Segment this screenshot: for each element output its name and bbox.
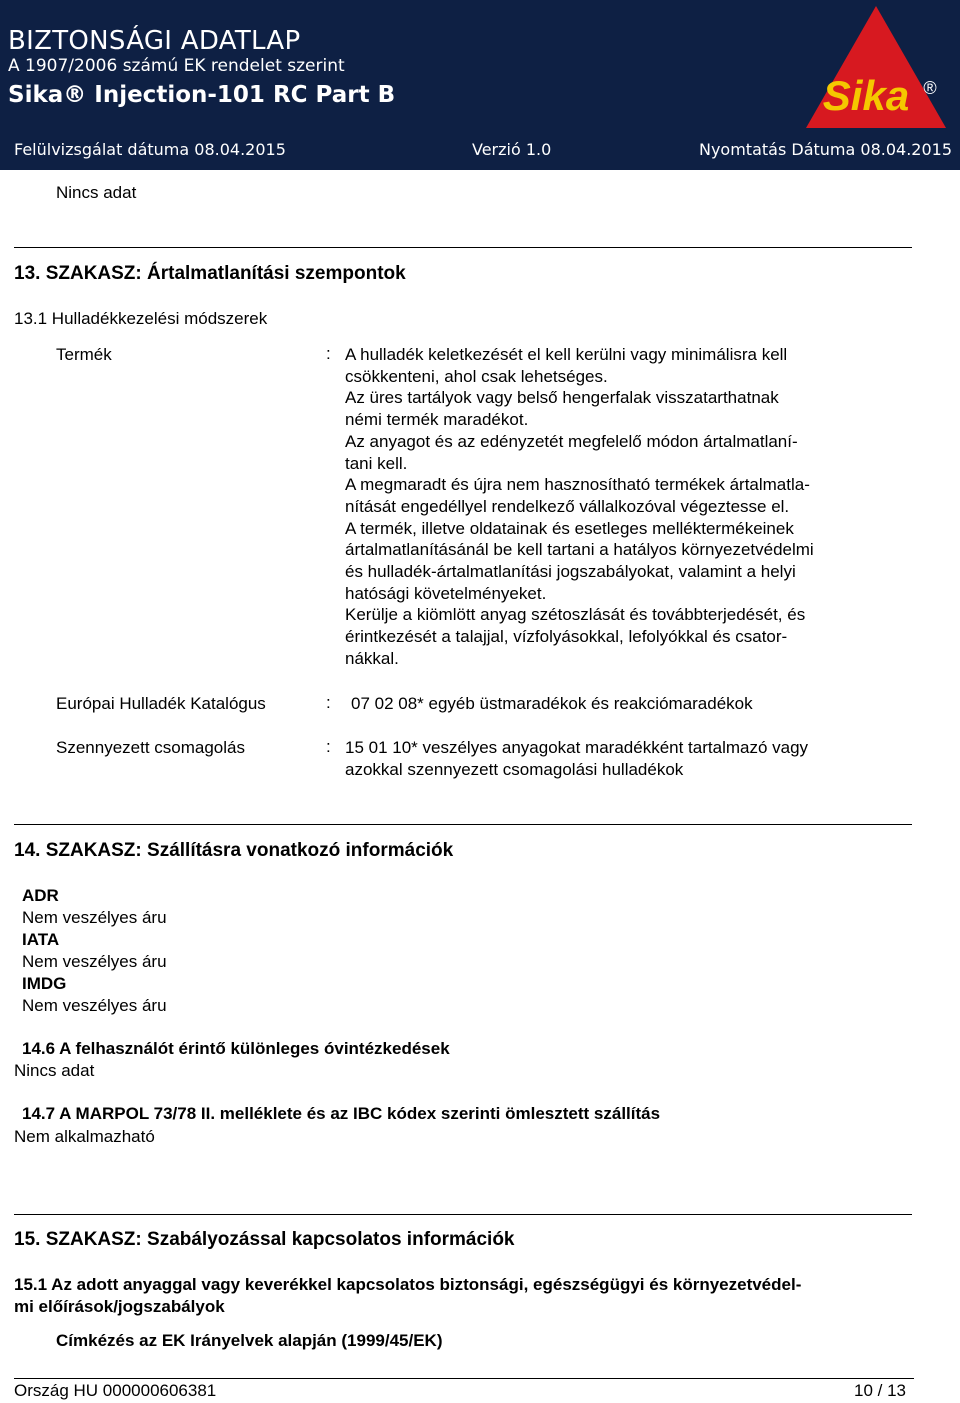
contaminated-packaging-colon: :	[326, 737, 331, 756]
section-14-7-title: 14.7 A MARPOL 73/78 II. melléklete és az IBC kódex szerinti ömlesztett szállítás	[22, 1104, 661, 1123]
transport-mode-iata: IATA	[22, 930, 60, 949]
text-line: 15 01 10* veszélyes anyagokat maradékként tartalmazó vagy	[345, 738, 809, 757]
text-line: Az üres tartályok vagy belső hengerfalak visszatarthatnak	[345, 388, 779, 408]
text-line: érintkezését a talajjal, vízfolyásokkal, lefolyókkal és csator-	[345, 627, 788, 647]
text-line: nítását engedéllyel rendelkező vállalkozóval végeztesse el.	[345, 496, 790, 516]
document-header	[0, 0, 960, 170]
transport-value-imdg: Nem veszélyes áru	[22, 996, 167, 1015]
regulation-subtitle: A 1907/2006 számú EK rendelet szerint	[8, 56, 345, 76]
transport-mode-imdg: IMDG	[22, 974, 67, 993]
text-line: A megmaradt és újra nem hasznosítható termékek ártalmatla-	[345, 475, 810, 495]
section-15-1-title-line1: 15.1 Az adott anyaggal vagy keverékkel kapcsolatos biztonsági, egészségügyi és környezetvédel-	[14, 1275, 802, 1294]
text-line: nákkal.	[345, 648, 399, 668]
section-13-title: 13. SZAKASZ: Ártalmatlanítási szempontok	[14, 263, 406, 284]
sika-logo-registered-mark: ®	[923, 78, 937, 98]
section-15-1-title-line2: mi előírások/jogszabályok	[14, 1297, 225, 1316]
sika-logo-text: Sika	[822, 72, 910, 119]
print-date: Nyomtatás Dátuma 08.04.2015	[698, 140, 952, 159]
section-14-title: 14. SZAKASZ: Szállításra vonatkozó információk	[14, 840, 454, 861]
footer-divider	[14, 1378, 914, 1379]
contaminated-packaging-label: Szennyezett csomagolás	[56, 738, 245, 757]
text-line: tani kell.	[345, 453, 408, 473]
waste-product-text	[345, 344, 875, 670]
section-14-7-value: Nem alkalmazható	[14, 1127, 155, 1146]
version-label: Verzió 1.0	[472, 140, 552, 159]
transport-value-adr: Nem veszélyes áru	[22, 908, 167, 927]
text-line: A hulladék keletkezését el kell kerülni vagy minimálisra kell	[345, 345, 788, 364]
transport-mode-adr: ADR	[22, 886, 59, 905]
section-divider	[14, 247, 912, 248]
contaminated-packaging-text	[345, 737, 875, 780]
text-line: Kerülje a kiömlött anyag szétoszlását és továbbterjedését, és	[345, 605, 806, 625]
product-name: Sika® Injection-101 RC Part B	[8, 82, 396, 108]
text-line: Az anyagot és az edényzetét megfelelő módon ártalmatlaní-	[345, 431, 798, 451]
sika-logo	[804, 4, 948, 130]
transport-list	[22, 885, 167, 1017]
text-line: A termék, illetve oldatainak és esetleges melléktermékeinek	[345, 518, 794, 538]
text-line: azokkal szennyezett csomagolási hulladékok	[345, 759, 684, 779]
transport-value-iata: Nem veszélyes áru	[22, 952, 167, 971]
section-14-6-value: Nincs adat	[14, 1061, 95, 1080]
ewc-label: Európai Hulladék Katalógus	[56, 694, 266, 713]
document-title: BIZTONSÁGI ADATLAP	[8, 26, 301, 56]
section-divider	[14, 1214, 912, 1215]
previous-section-no-data: Nincs adat	[56, 183, 137, 202]
text-line: ártalmatlanításánál be kell tartani a hatályos környezetvédelmi	[345, 540, 814, 560]
section-15-title: 15. SZAKASZ: Szabályozással kapcsolatos információk	[14, 1229, 515, 1250]
waste-product-label: Termék	[56, 345, 112, 364]
section-13-1-title: 13.1 Hulladékkezelési módszerek	[14, 309, 268, 328]
text-line: csökkenteni, ahol csak lehetséges.	[345, 366, 608, 386]
ewc-value: 07 02 08* egyéb üstmaradékok és reakciómaradékok	[351, 694, 753, 713]
revision-date: Felülvizsgálat dátuma 08.04.2015	[14, 140, 286, 159]
ewc-colon: :	[326, 693, 331, 712]
section-14-6-title: 14.6 A felhasználót érintő különleges óvintézkedések	[22, 1039, 450, 1058]
text-line: némi termék maradékot.	[345, 410, 529, 430]
footer-page-number: 10 / 13	[854, 1381, 906, 1400]
footer-country-code: Ország HU 000000606381	[14, 1381, 217, 1400]
text-line: és hulladék-ártalmatlanítási jogszabályokat, valamint a helyi	[345, 562, 796, 582]
labeling-heading: Címkézés az EK Irányelvek alapján (1999/45/EK)	[56, 1331, 443, 1350]
waste-product-colon: :	[326, 344, 331, 363]
text-line: hatósági követelményeket.	[345, 583, 547, 603]
section-divider	[14, 824, 912, 825]
